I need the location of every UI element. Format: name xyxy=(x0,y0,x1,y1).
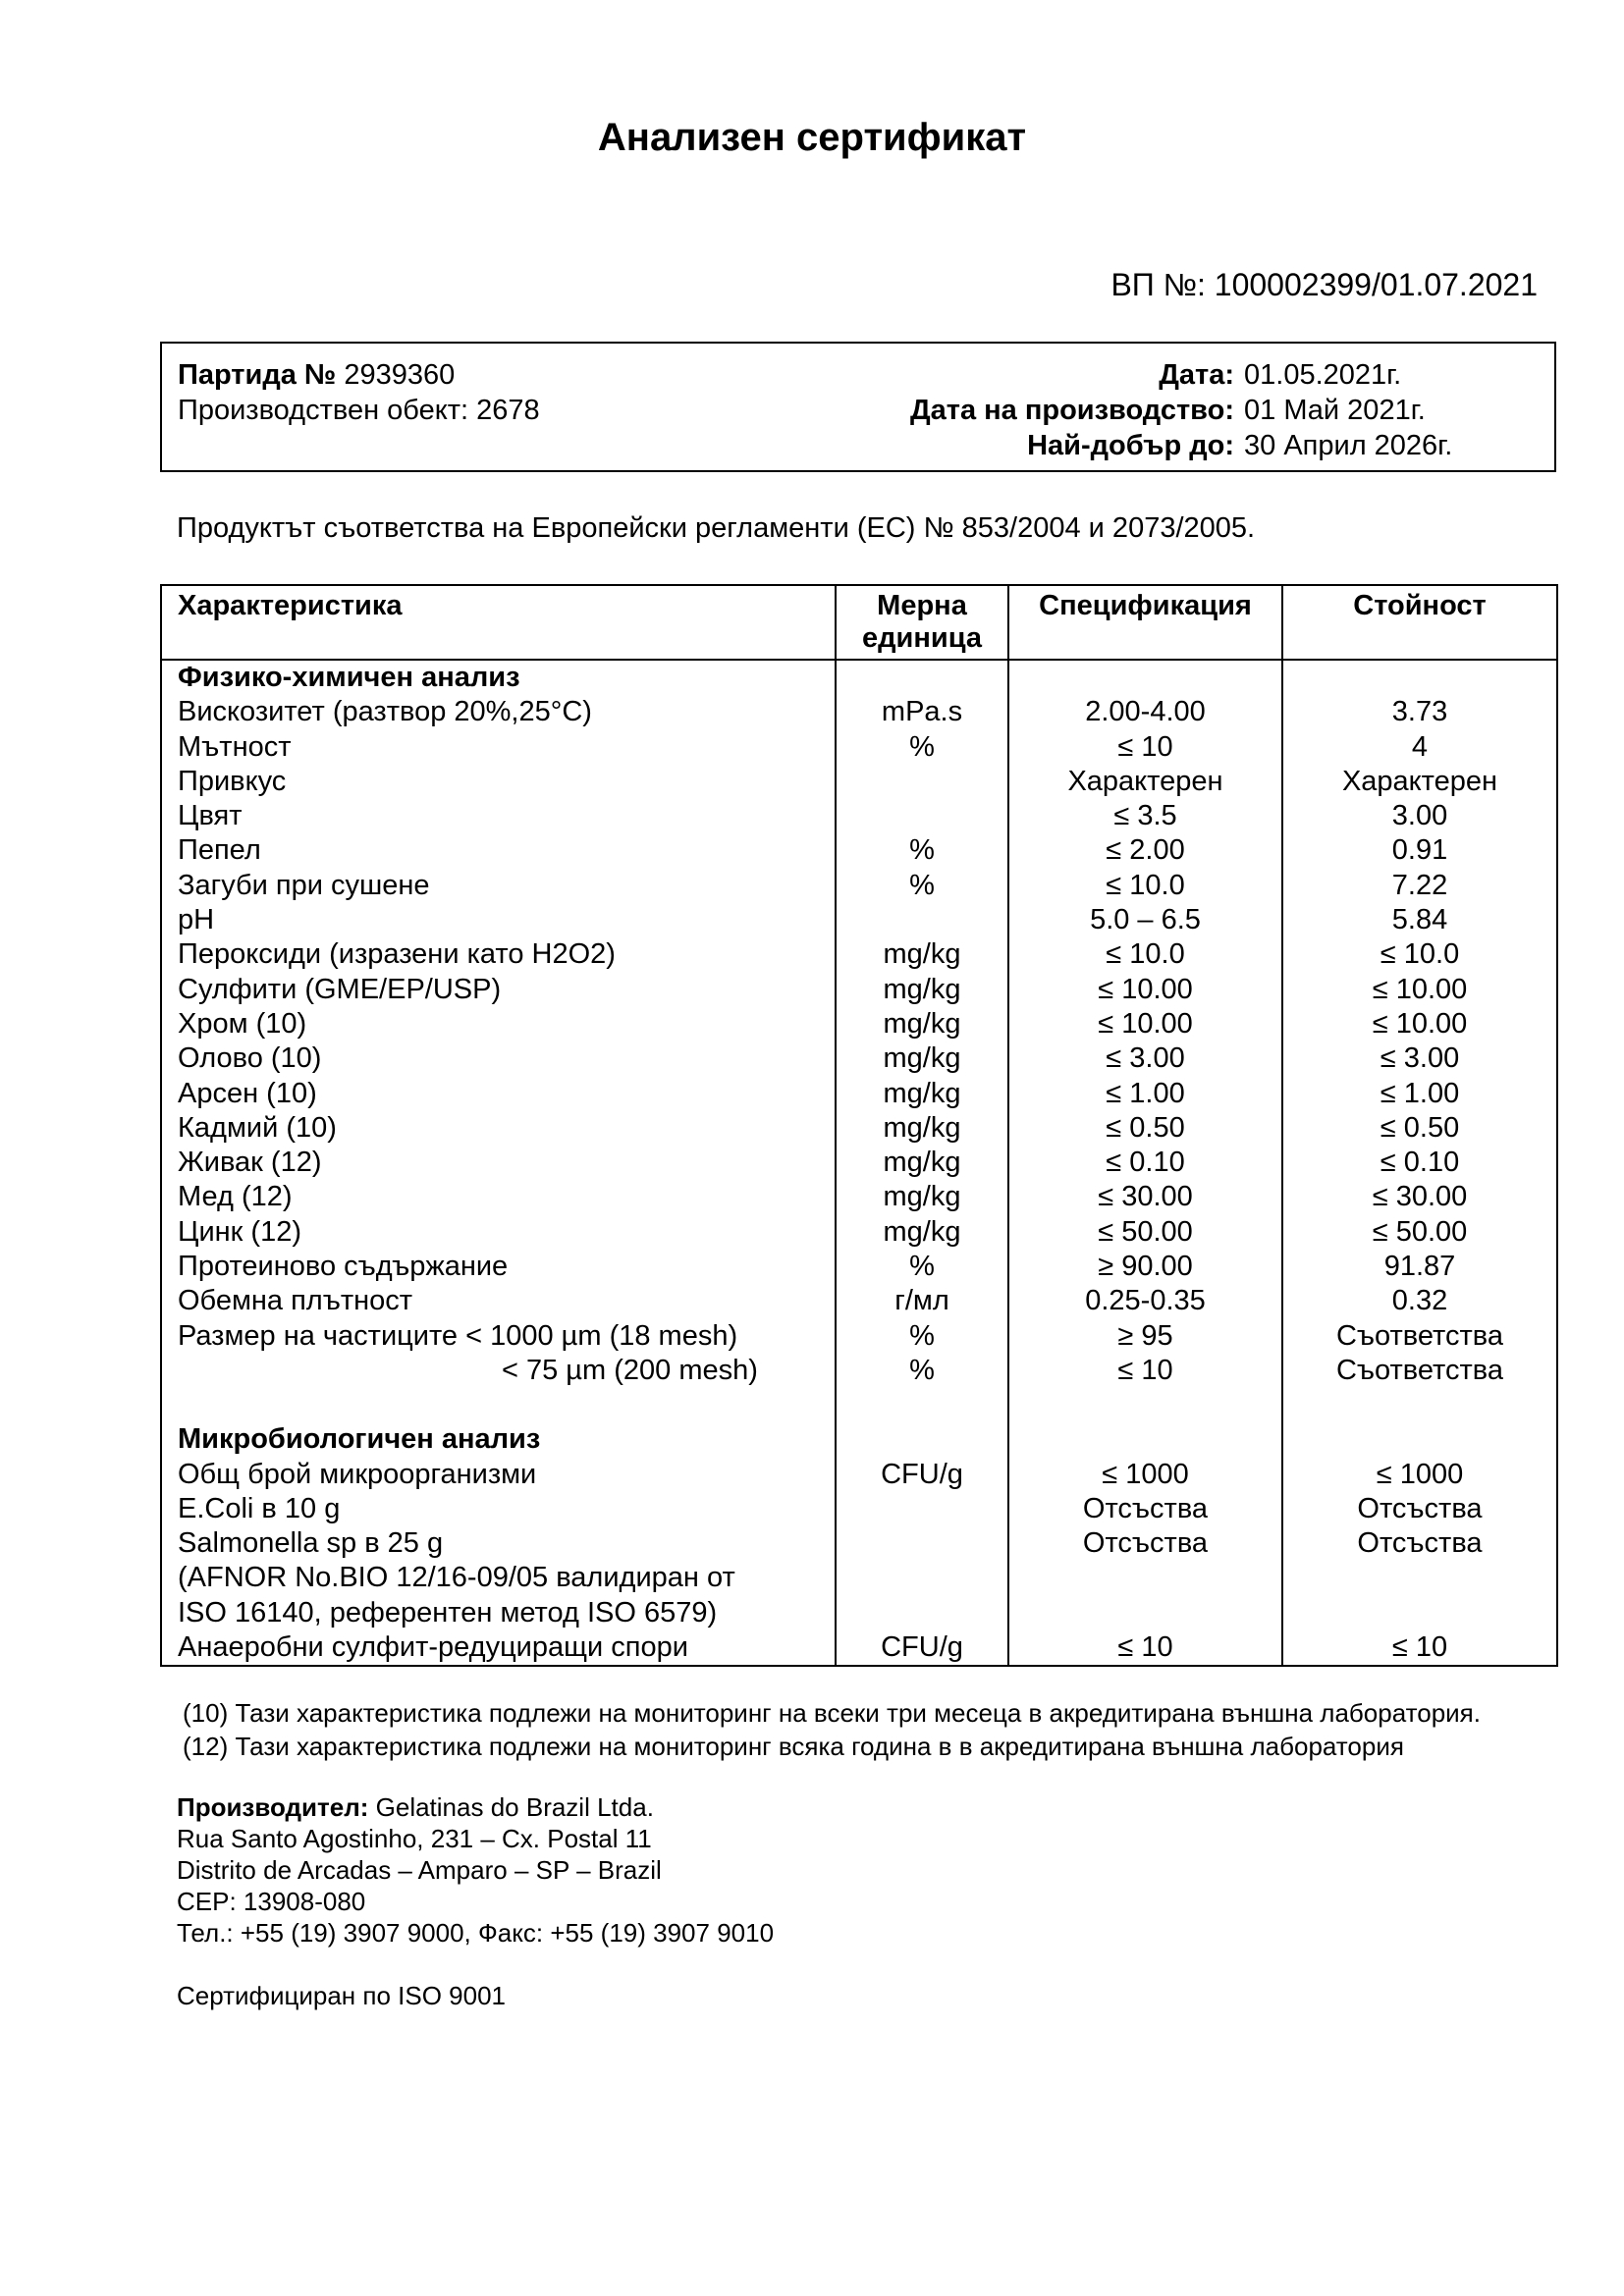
row-name: Сулфити (GME/EP/USP) xyxy=(161,973,836,1007)
spacer-row xyxy=(161,1388,1557,1422)
row-name: Пепел xyxy=(161,833,836,868)
table-row xyxy=(161,1146,1557,1180)
row-name-line2: (AFNOR No.BIO 12/16-09/05 валидиран от xyxy=(178,1562,735,1594)
section-heading-row xyxy=(161,660,1557,695)
row-name: < 75 µm (200 mesh) xyxy=(502,1354,758,1386)
row-spec: ≥ 95 xyxy=(1008,1319,1282,1354)
row-spec: ≤ 2.00 xyxy=(1008,833,1282,868)
row-unit: CFU/g xyxy=(836,1630,1008,1666)
row-unit: mg/kg xyxy=(836,1146,1008,1180)
empty-cell xyxy=(836,1422,1008,1457)
row-value: ≤ 50.00 xyxy=(1282,1215,1557,1250)
row-name: Протеиново съдържание xyxy=(161,1250,836,1284)
row-name: Вискозитет (разтвор 20%,25°C) xyxy=(161,695,836,729)
row-spec: Характерен xyxy=(1008,765,1282,799)
table-row xyxy=(161,1215,1557,1250)
row-value: ≤ 10.00 xyxy=(1282,1007,1557,1041)
row-value: 7.22 xyxy=(1282,869,1557,903)
header-unit xyxy=(836,585,1008,660)
row-unit: % xyxy=(836,1354,1008,1388)
row-value: 91.87 xyxy=(1282,1250,1557,1284)
row-name: Пероксиди (изразени като H2O2) xyxy=(161,937,836,972)
table-row xyxy=(161,1284,1557,1318)
table-row xyxy=(161,869,1557,903)
row-unit: mg/kg xyxy=(836,937,1008,972)
table-row xyxy=(161,1180,1557,1214)
table-row xyxy=(161,1007,1557,1041)
empty-cell xyxy=(1008,1422,1282,1457)
row-name-cell xyxy=(161,1526,836,1630)
row-unit: mg/kg xyxy=(836,973,1008,1007)
batch-info-left xyxy=(178,357,540,428)
row-unit xyxy=(836,799,1008,833)
table-row xyxy=(161,1250,1557,1284)
table-row xyxy=(161,730,1557,765)
row-unit: % xyxy=(836,1319,1008,1354)
empty-cell xyxy=(1282,1388,1557,1422)
table-row xyxy=(161,903,1557,937)
row-name: Цвят xyxy=(161,799,836,833)
row-spec: ≤ 3.00 xyxy=(1008,1041,1282,1076)
row-unit xyxy=(836,1492,1008,1526)
row-unit: г/мл xyxy=(836,1284,1008,1318)
row-value: 3.73 xyxy=(1282,695,1557,729)
empty-cell xyxy=(161,1388,836,1422)
row-name: Общ брой микроорганизми xyxy=(161,1458,836,1492)
empty-cell xyxy=(1008,1388,1282,1422)
row-unit: mg/kg xyxy=(836,1077,1008,1111)
row-value: 0.91 xyxy=(1282,833,1557,868)
row-unit: mg/kg xyxy=(836,1180,1008,1214)
analysis-table xyxy=(160,584,1558,1667)
row-spec: ≤ 10.00 xyxy=(1008,1007,1282,1041)
section-heading-microbiological: Микробиологичен анализ xyxy=(161,1422,836,1457)
row-spec: 0.25-0.35 xyxy=(1008,1284,1282,1318)
row-name: Анаеробни сулфит-редуциращи спори xyxy=(161,1630,836,1666)
table-row xyxy=(161,973,1557,1007)
iso-certification: Сертифициран по ISO 9001 xyxy=(177,1981,507,2010)
row-value: Характерен xyxy=(1282,765,1557,799)
row-spec: 2.00-4.00 xyxy=(1008,695,1282,729)
row-spec: ≤ 0.10 xyxy=(1008,1146,1282,1180)
row-unit: mg/kg xyxy=(836,1007,1008,1041)
production-date-row xyxy=(910,393,1480,428)
empty-cell xyxy=(1008,660,1282,695)
row-spec: ≤ 10 xyxy=(1008,1630,1282,1666)
header-value: Стойност xyxy=(1282,585,1557,660)
empty-cell xyxy=(1282,660,1557,695)
table-row xyxy=(161,1630,1557,1666)
row-name: Привкус xyxy=(161,765,836,799)
row-unit: mg/kg xyxy=(836,1041,1008,1076)
row-name-line3: ISO 16140, референтен метод ISO 6579) xyxy=(178,1596,718,1629)
row-value: ≤ 30.00 xyxy=(1282,1180,1557,1214)
row-unit: % xyxy=(836,730,1008,765)
row-spec: ≤ 1000 xyxy=(1008,1458,1282,1492)
row-name: Загуби при сушене xyxy=(161,869,836,903)
row-name: Хром (10) xyxy=(161,1007,836,1041)
row-unit xyxy=(836,903,1008,937)
row-spec: ≤ 3.5 xyxy=(1008,799,1282,833)
row-name: Арсен (10) xyxy=(161,1077,836,1111)
row-spec: ≤ 1.00 xyxy=(1008,1077,1282,1111)
section-heading-physico-chemical: Физико-химичен анализ xyxy=(161,660,836,695)
analysis-table-wrap xyxy=(160,584,1556,1667)
compliance-statement: Продуктът съответства на Европейски регламенти (ЕС) № 853/2004 и 2073/2005. xyxy=(177,512,1256,544)
row-value: 4 xyxy=(1282,730,1557,765)
row-name: Олово (10) xyxy=(161,1041,836,1076)
row-unit xyxy=(836,1526,1008,1630)
empty-cell xyxy=(836,1388,1008,1422)
row-value: ≤ 1000 xyxy=(1282,1458,1557,1492)
batch-line xyxy=(178,357,540,393)
row-name: Мътност xyxy=(161,730,836,765)
footnote-10: (10) Тази характеристика подлежи на мониторинг на всеки три месеца в акредитирана външна лаборатория. xyxy=(183,1698,1481,1728)
row-name: pH xyxy=(161,903,836,937)
table-row xyxy=(161,937,1557,972)
table-row xyxy=(161,1492,1557,1526)
row-unit: mPa.s xyxy=(836,695,1008,729)
row-name: E.Coli в 10 g xyxy=(161,1492,836,1526)
table-row xyxy=(161,1458,1557,1492)
row-name: Salmonella sp в 25 g xyxy=(178,1527,444,1560)
manufacturer-block xyxy=(177,1791,774,1949)
row-value: ≤ 1.00 xyxy=(1282,1077,1557,1111)
row-spec: Отсъства xyxy=(1008,1492,1282,1526)
row-value: ≤ 0.10 xyxy=(1282,1146,1557,1180)
row-unit: % xyxy=(836,833,1008,868)
analysis-table-body xyxy=(161,660,1557,1666)
table-row xyxy=(161,1526,1557,1630)
row-value: 3.00 xyxy=(1282,799,1557,833)
row-unit: % xyxy=(836,869,1008,903)
production-date-label: Дата на производство: xyxy=(909,395,1234,426)
row-spec: ≤ 10.0 xyxy=(1008,869,1282,903)
manufacturer-phone: Тел.: +55 (19) 3907 9000, Факс: +55 (19) 3907 9010 xyxy=(177,1918,775,1948)
header-characteristic: Характеристика xyxy=(161,585,836,660)
manufacturer-line xyxy=(177,1791,774,1823)
batch-label: Партида № xyxy=(178,359,337,391)
production-date-value: 01 Май 2021г. xyxy=(1244,395,1426,426)
row-unit: mg/kg xyxy=(836,1111,1008,1146)
row-spec: ≤ 10.0 xyxy=(1008,937,1282,972)
row-name-cell xyxy=(161,1354,836,1388)
row-spec: 5.0 – 6.5 xyxy=(1008,903,1282,937)
row-unit: % xyxy=(836,1250,1008,1284)
footnote-12: (12) Тази характеристика подлежи на мониторинг всяка година в в акредитирана външна лаборатория xyxy=(183,1732,1404,1761)
section-heading-row xyxy=(161,1422,1557,1457)
manufacturer-address2: Distrito de Arcadas – Amparo – SP – Brazil xyxy=(177,1855,662,1885)
row-spec: ≤ 10 xyxy=(1008,730,1282,765)
row-value: ≤ 0.50 xyxy=(1282,1111,1557,1146)
row-spec: ≤ 50.00 xyxy=(1008,1215,1282,1250)
table-row xyxy=(161,833,1557,868)
batch-value: 2939360 xyxy=(344,359,456,391)
row-spec: ≤ 10 xyxy=(1008,1354,1282,1388)
manufacturer-address1: Rua Santo Agostinho, 231 – Cx. Postal 11 xyxy=(177,1824,652,1853)
row-value: ≤ 10 xyxy=(1282,1630,1557,1666)
row-name: Цинк (12) xyxy=(161,1215,836,1250)
row-value: Отсъства xyxy=(1282,1526,1557,1630)
row-value: ≤ 3.00 xyxy=(1282,1041,1557,1076)
manufacturer-name: Gelatinas do Brazil Ltda. xyxy=(375,1792,654,1822)
manufacturer-cep: CEP: 13908-080 xyxy=(177,1887,366,1916)
row-unit: mg/kg xyxy=(836,1215,1008,1250)
row-name: Живак (12) xyxy=(161,1146,836,1180)
document-title: Анализен сертификат xyxy=(597,116,1027,159)
best-before-value: 30 Април 2026г. xyxy=(1244,430,1453,461)
header-unit-line1: Мерна xyxy=(877,590,967,621)
row-unit: CFU/g xyxy=(836,1458,1008,1492)
batch-info-right xyxy=(910,357,1480,463)
table-row xyxy=(161,1111,1557,1146)
row-value: ≤ 10.0 xyxy=(1282,937,1557,972)
row-value: Съответства xyxy=(1282,1354,1557,1388)
table-row xyxy=(161,1354,1557,1388)
table-header-row xyxy=(161,585,1557,660)
vp-number: ВП №: 100002399/01.07.2021 xyxy=(1110,267,1538,302)
row-value: Отсъства xyxy=(1282,1492,1557,1526)
table-row xyxy=(161,765,1557,799)
manufacturer-label: Производител: xyxy=(177,1792,369,1822)
row-unit xyxy=(836,765,1008,799)
row-value: 5.84 xyxy=(1282,903,1557,937)
table-row xyxy=(161,1077,1557,1111)
best-before-label: Най-добър до: xyxy=(1027,430,1234,461)
empty-cell xyxy=(1282,1422,1557,1457)
date-value: 01.05.2021г. xyxy=(1244,359,1402,391)
header-unit-line2: единица xyxy=(861,622,983,654)
row-name: Размер на частиците < 1000 µm (18 mesh) xyxy=(161,1319,836,1354)
row-value: 0.32 xyxy=(1282,1284,1557,1318)
row-value: ≤ 10.00 xyxy=(1282,973,1557,1007)
table-row xyxy=(161,695,1557,729)
row-spec: ≤ 30.00 xyxy=(1008,1180,1282,1214)
table-row xyxy=(161,799,1557,833)
row-spec: ≥ 90.00 xyxy=(1008,1250,1282,1284)
date-row xyxy=(910,357,1480,393)
table-row xyxy=(161,1041,1557,1076)
footnotes xyxy=(183,1696,1481,1763)
row-spec: Отсъства xyxy=(1008,1526,1282,1630)
empty-cell xyxy=(836,660,1008,695)
best-before-row xyxy=(910,428,1480,463)
row-name: Кадмий (10) xyxy=(161,1111,836,1146)
row-spec: ≤ 0.50 xyxy=(1008,1111,1282,1146)
row-spec: ≤ 10.00 xyxy=(1008,973,1282,1007)
batch-info-box xyxy=(160,342,1556,472)
header-specification: Спецификация xyxy=(1008,585,1282,660)
row-value: Съответства xyxy=(1282,1319,1557,1354)
date-label: Дата: xyxy=(1159,359,1234,391)
row-name: Обемна плътност xyxy=(161,1284,836,1318)
facility-line: Производствен обект: 2678 xyxy=(178,395,540,426)
table-row xyxy=(161,1319,1557,1354)
row-name: Мед (12) xyxy=(161,1180,836,1214)
